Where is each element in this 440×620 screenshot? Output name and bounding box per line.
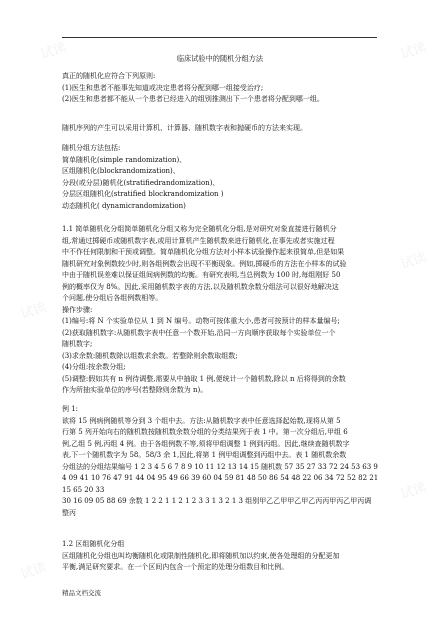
section1-line: 中由于随机误差难以保证组间病例数的均衡。有研究表明,当总例数为 100 时,每组刚好 50 xyxy=(62,271,341,279)
methods-line: 动态随机化( dynamicrandomization) xyxy=(62,201,186,210)
footer-text: 精品文档交流 xyxy=(62,589,101,597)
section1-line: 组,常通过掷硬币或随机数字表,或用计算机产生随机数来进行随机化,在事先或者实施过程 xyxy=(62,236,335,245)
methods-line: 简单随机化(simple randomization)、 xyxy=(62,155,187,164)
section1-line: 例的概率仅为 8%。因此,采用随机数字表的方法,以及随机数余数分组法可以很好地解决这 xyxy=(62,282,339,291)
tools-paragraph xyxy=(62,123,382,135)
example-line: 例 1: xyxy=(62,405,79,413)
methods-line: 分层区组随机化(stratified blockrandomization ) xyxy=(62,190,224,198)
section1-line: (4)分组:按余数分组; xyxy=(62,363,126,371)
watermark: 试读 xyxy=(398,480,429,503)
tools-line: 随机序列的产生可以采用计算机、计算器、随机数字表和抛硬币的方法来实现。 xyxy=(62,124,307,132)
intro-line: 真正的随机化应符合下列原则: xyxy=(62,72,156,80)
section1-line: (1)编号:将 N 个实验单位从 1 到 N 编号。动物可按体重大小,患者可按预计的样本量编号; xyxy=(62,317,340,325)
intro-paragraph xyxy=(62,71,382,106)
section1-line: 个问题,使分组后各组例数相等。 xyxy=(62,294,163,302)
section2-line: 区组随机化分组也叫均衡随机化或限制性随机化,即将随机加以约束,使各处理组的分配更加 xyxy=(62,551,340,560)
example-line: 整丙 xyxy=(62,508,76,517)
section1-line: (5)调整:假如共有 n 例待调整,需要从中抽取 1 例,便统计一个随机数,除以 n 后将得到的余数 xyxy=(62,374,346,383)
section1-line: 随机数字; xyxy=(62,340,93,348)
section1-line: 中不作任何限制和干预或调整。简单随机化分组方法对小样本试验操作起来很简单,但是如果 xyxy=(62,248,345,256)
section-block-randomization xyxy=(62,539,382,574)
section2-line: 平衡,满足研究要求。在一个区间内包含一个预定的处理分组数目和比例。 xyxy=(62,563,289,571)
example-line: 例,乙组 5 例,丙组 4 例。由于各组例数不等,须将甲组调整 1 例到丙组。因此,继续查随机数字 xyxy=(62,439,350,448)
intro-line: (2)医生和患者都不能从一个患者已经进入的组别推测出下一个患者将分配到哪一组。 xyxy=(62,95,324,103)
intro-line: (1)医生和患者不能事先知道或决定患者将分配到哪一组接受治疗; xyxy=(62,83,264,92)
example-line: 分组法的分组结果编号 1 2 3 4 5 6 7 8 9 10 11 12 13 14 15 随机数 57 35 27 33 72 24 53 63 94 09 41 10 76 47 91 44 04 95 49 66 39 60 04 59 81 48 50 86 54 48 22 06 34 72 52 82 21 15 65 20 33 xyxy=(62,462,379,494)
watermark: 试读 xyxy=(18,560,49,583)
methods-list xyxy=(62,143,382,212)
section1-line: 随机研究对象例数较少时,则各组例数会出现不平衡现象。例如,掷硬币的方法在小样本的试验 xyxy=(62,259,347,268)
section1-line: 作为所抽实验单位的序号(若整除则余数为 n)。 xyxy=(62,386,208,394)
watermark: 试读 xyxy=(398,40,429,63)
section1-line: 操作步骤: xyxy=(62,305,93,314)
example-line: 表,下一个随机数字为 58。58/3 余 1,因此,将第 1 例甲组调整到丙组中去。表 1 随机数余数 xyxy=(62,451,347,459)
methods-line: 随机分组方法包括: xyxy=(62,144,121,152)
watermark: 试读 xyxy=(18,300,49,323)
example-line: 行第 5 列开始向右的随机数按随机数余数分组的分类结果列于表 1 中。第一次分组后,甲组 6 xyxy=(62,428,348,436)
methods-line: 区组随机化(blockrandomization)、 xyxy=(62,167,180,175)
example-line: 30 16 09 05 88 69 余数 1 2 2 1 1 2 1 2 3 3 1 3 2 1 3 组别甲乙乙甲甲乙甲乙丙丙甲丙乙甲丙调 xyxy=(62,497,372,505)
methods-line: 分段(或分层)随机化(stratifiedrandomization)、 xyxy=(62,178,220,187)
section2-line: 1.2 区组随机化分组 xyxy=(62,540,125,548)
section1-line: (2)获取随机数字:从随机数字表中任意一个数开始,沿同一方向顺序获取每个实验单位一个 xyxy=(62,328,336,337)
document-title: 临床试验中的随机分组方法 xyxy=(176,54,264,63)
header-rule xyxy=(62,37,377,38)
section1-line: 1.1 简单随机化分组简单随机化分组又称为完全随机化分组,是对研究对象直接进行随机分 xyxy=(62,225,337,233)
example-line: 欲将 15 例病例随机等分到 3 个组中去。方法:从随机数字表中任意选择起始数,现将从第 5 xyxy=(62,416,341,425)
example-1 xyxy=(62,404,382,519)
section1-line: (3)求余数:随机数除以组数求余数。若整除则余数取组数; xyxy=(62,351,238,360)
watermark: 试读 xyxy=(398,250,429,273)
section-simple-randomization xyxy=(62,224,382,397)
watermark: 试读 xyxy=(38,40,69,63)
